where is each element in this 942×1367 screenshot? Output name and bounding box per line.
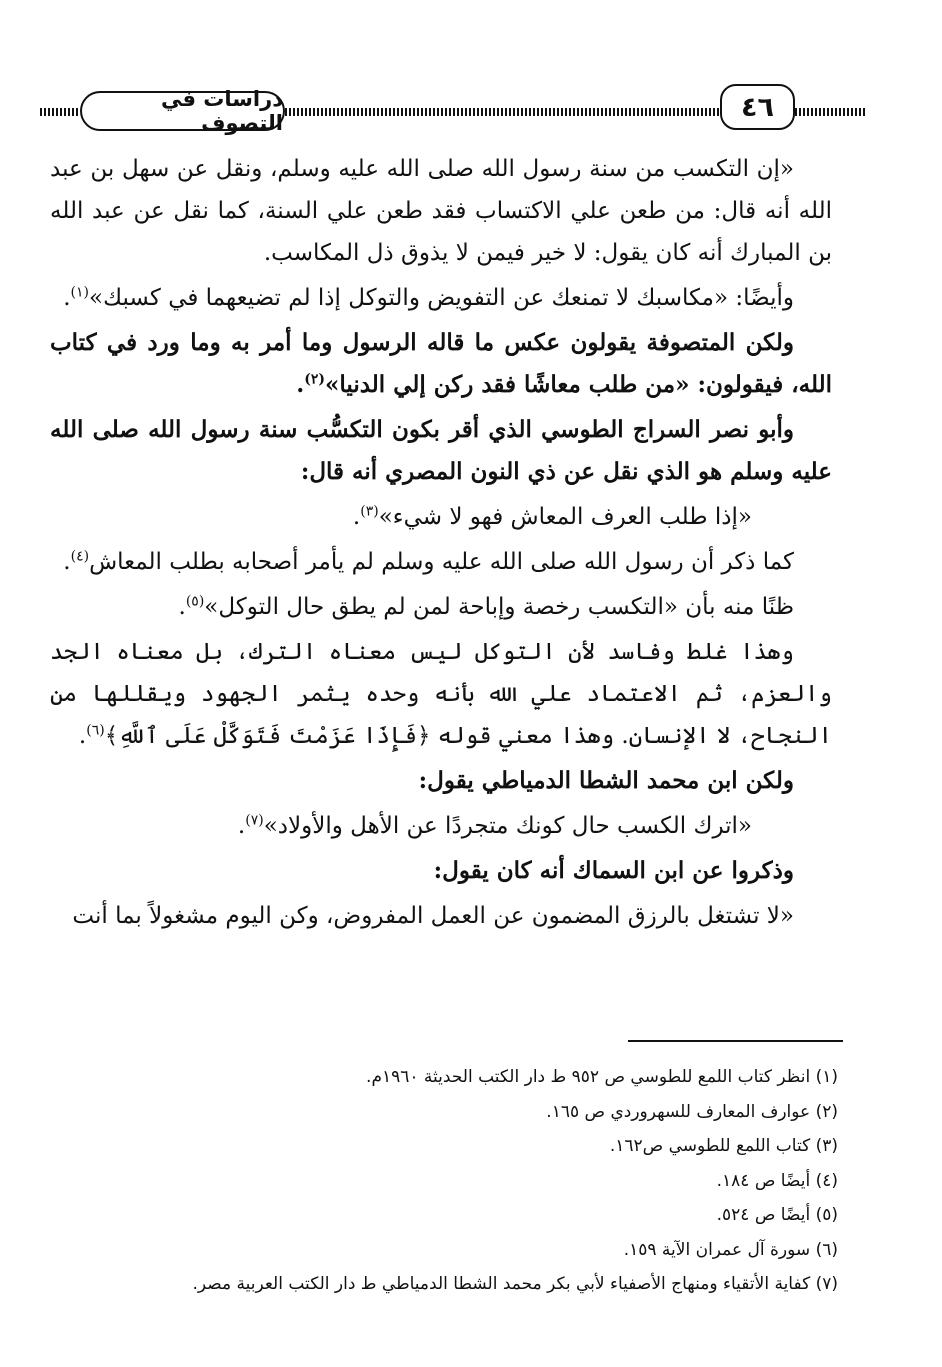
page-header: [40, 84, 886, 144]
paragraph: وهذا غلط وفاسد لأن التوكل ليس معناه الترك، بل معناه الجد والعزم، ثم الاعتماد علي الله بأنه وحده يثمر الجهود ويقللها من النجاح، لا الإنسان. وهذا معني قوله ﴿فَإِذَا عَزَمْتَ فَتَوَكَّلْ عَلَى ٱللَّهِ﴾$^{(٦)}$.: [50, 639, 832, 749]
main-text: [50, 148, 832, 940]
quote: «اترك الكسب حال كونك متجردًا عن الأهل والأولاد»$^{(٧)}$.: [237, 812, 752, 839]
quote-text: «إذا طلب العرف المعاش فهو لا شيء»: [378, 504, 752, 530]
paragraph-text: وأيضًا: «مكاسبك لا تمنعك عن التفويض والتوكل إذا لم تضيعهما في كسبك»: [89, 285, 794, 311]
footnote: (٤) أيضًا ص ١٨٤.: [716, 1170, 838, 1191]
paragraph-text: ولكن ابن محمد الشطا الدمياطي يقول:: [418, 767, 794, 794]
paragraph-text: وهذا غلط وفاسد لأن التوكل ليس معناه الترك، بل معناه الجد والعزم، ثم الاعتماد علي الله بأنه وحده يثمر الجهود ويقللها من النجاح، لا الإنسان. وهذا معني قوله ﴿فَإِذَا عَزَمْتَ فَتَوَكَّلْ عَلَى ٱللَّهِ﴾: [50, 639, 832, 749]
paragraph: [50, 760, 832, 802]
paragraph: ولكن المتصوفة يقولون عكس ما قاله الرسول وما أمر به وما ورد في كتاب الله، فيقولون: «من طلب معاشًا فقد ركن إلي الدنيا»$^{(٢)}$.: [50, 329, 832, 398]
footnote-reference: (٣): [360, 503, 379, 520]
paragraph-text: وذكروا عن ابن السماك أنه كان يقول:: [433, 857, 794, 884]
paragraph: [50, 850, 832, 892]
quote: [50, 895, 832, 937]
paragraph: [50, 409, 832, 493]
quote-text: «اترك الكسب حال كونك متجردًا عن الأهل والأولاد»: [263, 813, 752, 839]
footnote: (٧) كفاية الأتقياء ومنهاج الأصفياء لأبي بكر محمد الشطا الدمياطي ط دار الكتب العربية مصر.: [192, 1274, 838, 1294]
footnote: (١) انظر كتاب اللمع للطوسي ص ٩٥٢ ط دار الكتب الحديثة ١٩٦٠م.: [366, 1067, 838, 1087]
footnote-reference: (٧): [245, 812, 264, 829]
header-ornament-right: [795, 108, 867, 116]
paragraph: وأيضًا: «مكاسبك لا تمنعك عن التفويض والتوكل إذا لم تضيعهما في كسبك»$^{(١)}$.: [63, 284, 794, 311]
running-title: دراسات في التصوف: [80, 91, 285, 131]
footnote-reference: (٦): [86, 722, 105, 739]
paragraph-text: ولكن المتصوفة يقولون عكس ما قاله الرسول وما أمر به وما ورد في كتاب الله، فيقولون: «من طلب معاشًا فقد ركن إلي الدنيا»: [50, 329, 832, 398]
footnote-reference: (٥): [185, 593, 205, 610]
paragraph: ظنًا منه بأن «التكسب رخصة وإباحة لمن لم يطق حال التوكل»$^{(٥)}$.: [178, 593, 794, 620]
paragraph-text: «إن التكسب من سنة رسول الله صلى الله عليه وسلم، ونقل عن سهل بن عبد الله أنه قال: من طعن علي الاكتساب فقد طعن علي السنة، كما نقل عن عبد الله بن المبارك أنه كان يقول: لا خير فيمن لا يذوق ذل المكاسب.: [50, 156, 832, 266]
footnote-separator: [628, 1040, 843, 1042]
footnote: (٣) كتاب اللمع للطوسي ص١٦٢.: [609, 1136, 838, 1156]
paragraph-text: وأبو نصر السراج الطوسي الذي أقر بكون التكسُّب سنة رسول الله صلى الله عليه وسلم هو الذي نقل عن ذي النون المصري أنه قال:: [50, 416, 832, 485]
footnote-reference: (١): [70, 284, 90, 301]
footnote-reference: (٢): [304, 371, 325, 388]
header-ornament-middle: [285, 108, 720, 116]
page-number: ٤٦: [720, 84, 795, 130]
footnotes: [80, 1060, 838, 1302]
paragraph: كما ذكر أن رسول الله صلى الله عليه وسلم لم يأمر أصحابه بطلب المعاش$^{(٤)}$.: [63, 548, 794, 575]
footnote: (٦) سورة آل عمران الآية ١٥٩.: [623, 1239, 838, 1260]
footnote-reference: (٤): [70, 548, 90, 565]
paragraph-text: كما ذكر أن رسول الله صلى الله عليه وسلم لم يأمر أصحابه بطلب المعاش: [89, 549, 794, 575]
paragraph: [50, 148, 832, 274]
header-ornament-left: [40, 108, 80, 116]
quote-text: «لا تشتغل بالرزق المضمون عن العمل المفروض، وكن اليوم مشغولاً بما أنت: [72, 903, 794, 929]
quote: «إذا طلب العرف المعاش فهو لا شيء»$^{(٣)}$.: [352, 503, 752, 530]
footnote: (٥) أيضًا ص ٥٢٤.: [716, 1205, 838, 1225]
footnote: (٢) عوارف المعارف للسهروردي ص ١٦٥.: [546, 1101, 838, 1122]
paragraph-text: ظنًا منه بأن «التكسب رخصة وإباحة لمن لم يطق حال التوكل»: [204, 594, 794, 620]
